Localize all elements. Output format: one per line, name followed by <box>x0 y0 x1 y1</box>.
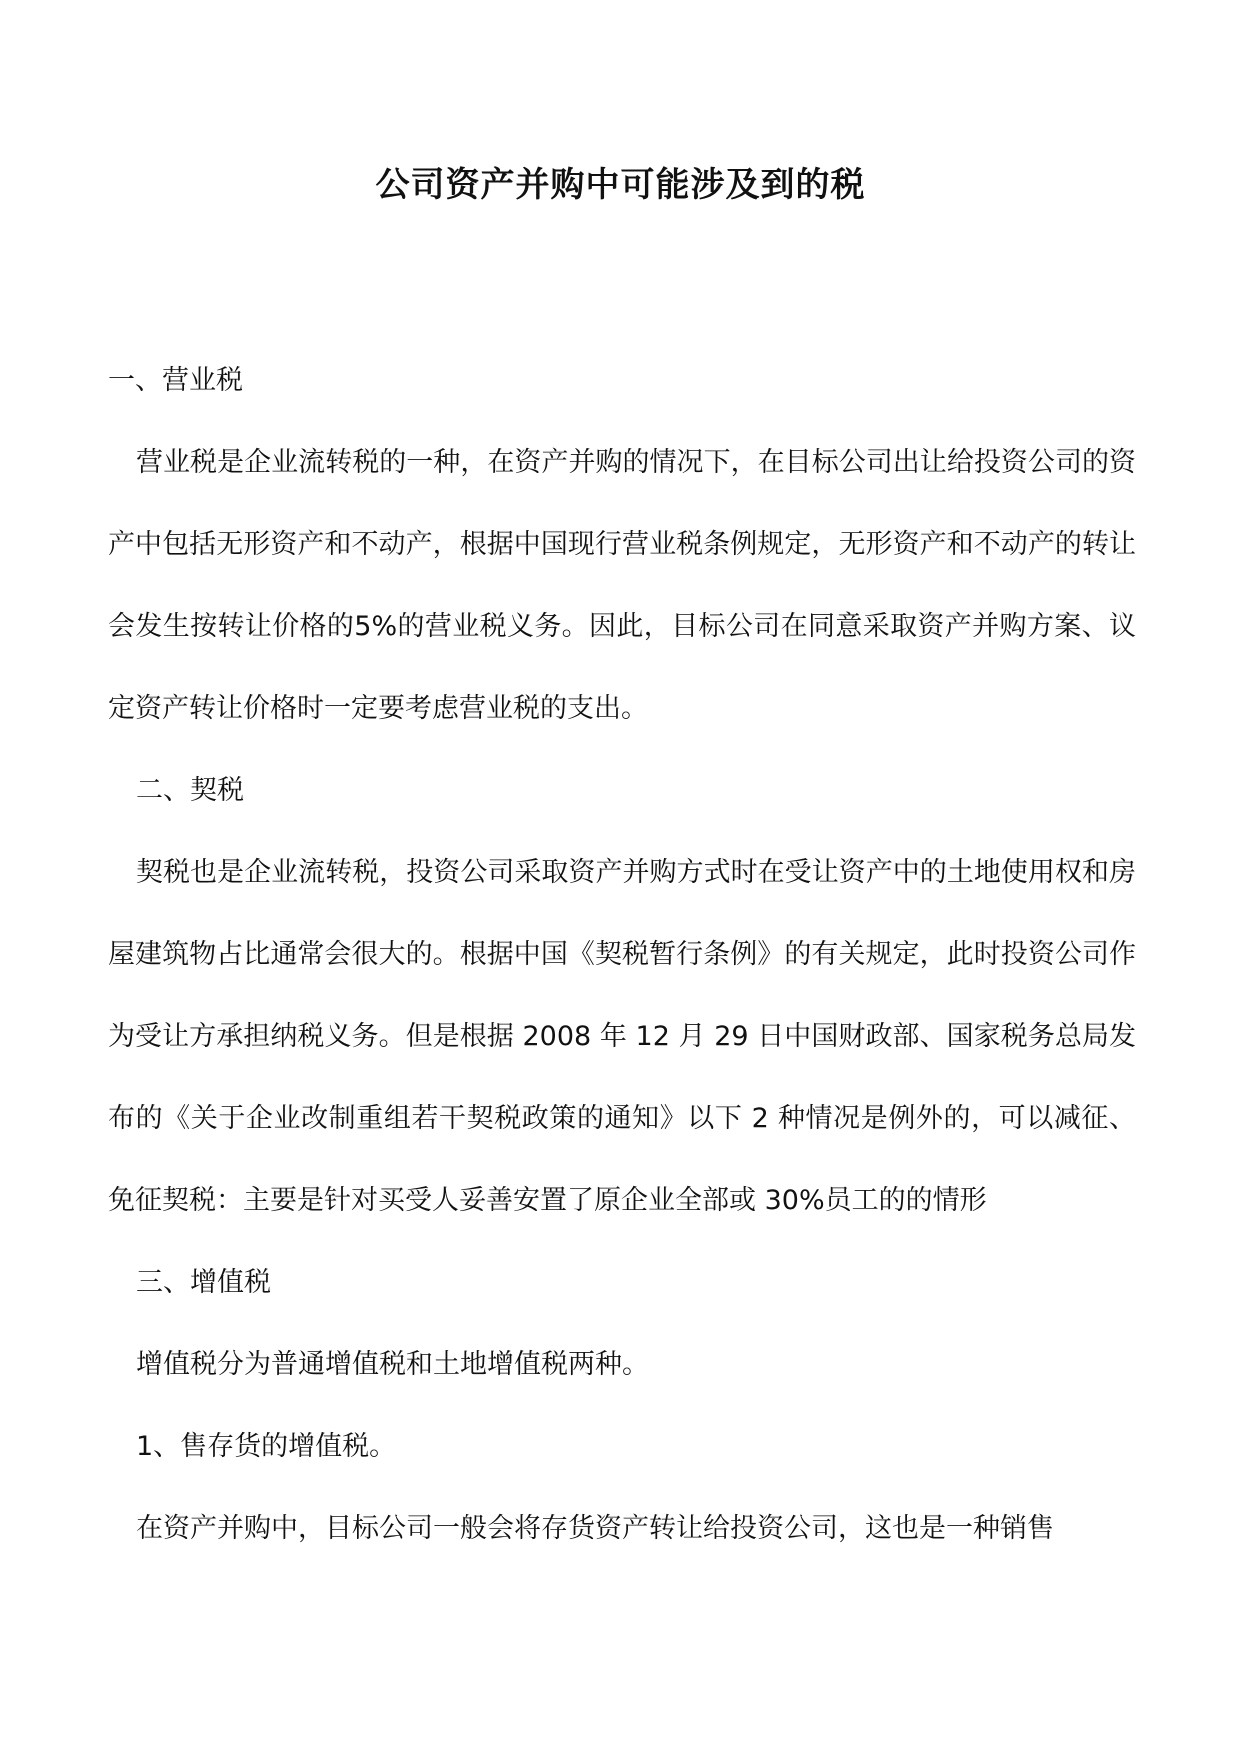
section-heading-business-tax: 一、营业税 <box>108 365 243 396</box>
paragraph-inventory-vat: 在资产并购中，目标公司一般会将存货资产转让给投资公司，这也是一种销售 <box>136 1513 1054 1544</box>
document-title: 公司资产并购中可能涉及到的税 <box>375 165 866 205</box>
section-heading-vat: 三、增值税 <box>136 1267 271 1298</box>
subsection-inventory-vat: 1、售存货的增值税。 <box>136 1431 397 1462</box>
section-heading-deed-tax: 二、契税 <box>136 775 244 806</box>
document-body <box>108 340 1136 1570</box>
paragraph-business-tax: 营业税是企业流转税的一种，在资产并购的情况下，在目标公司出让给投资公司的资产中包括无形资产和不动产，根据中国现行营业税条例规定，无形资产和不动产的转让会发生按转让价格的5%的营业税义务。因此，目标公司在同意采取资产并购方案、议定资产转让价格时一定要考虑营业税的支出。 <box>108 447 1136 724</box>
paragraph-vat-types: 增值税分为普通增值税和土地增值税两种。 <box>136 1349 649 1380</box>
paragraph-deed-tax: 契税也是企业流转税，投资公司采取资产并购方式时在受让资产中的土地使用权和房屋建筑物占比通常会很大的。根据中国《契税暂行条例》的有关规定，此时投资公司作为受让方承担纳税义务。但是根据 2008 年 12 月 29 日中国财政部、国家税务总局发布的《关于企业改制重组若干契税政策的通知》以下 2 种情况是例外的，可以减征、免征契税：主要是针对买受人妥善安置了原企业全部或 30%员工的的情形 <box>108 857 1136 1216</box>
